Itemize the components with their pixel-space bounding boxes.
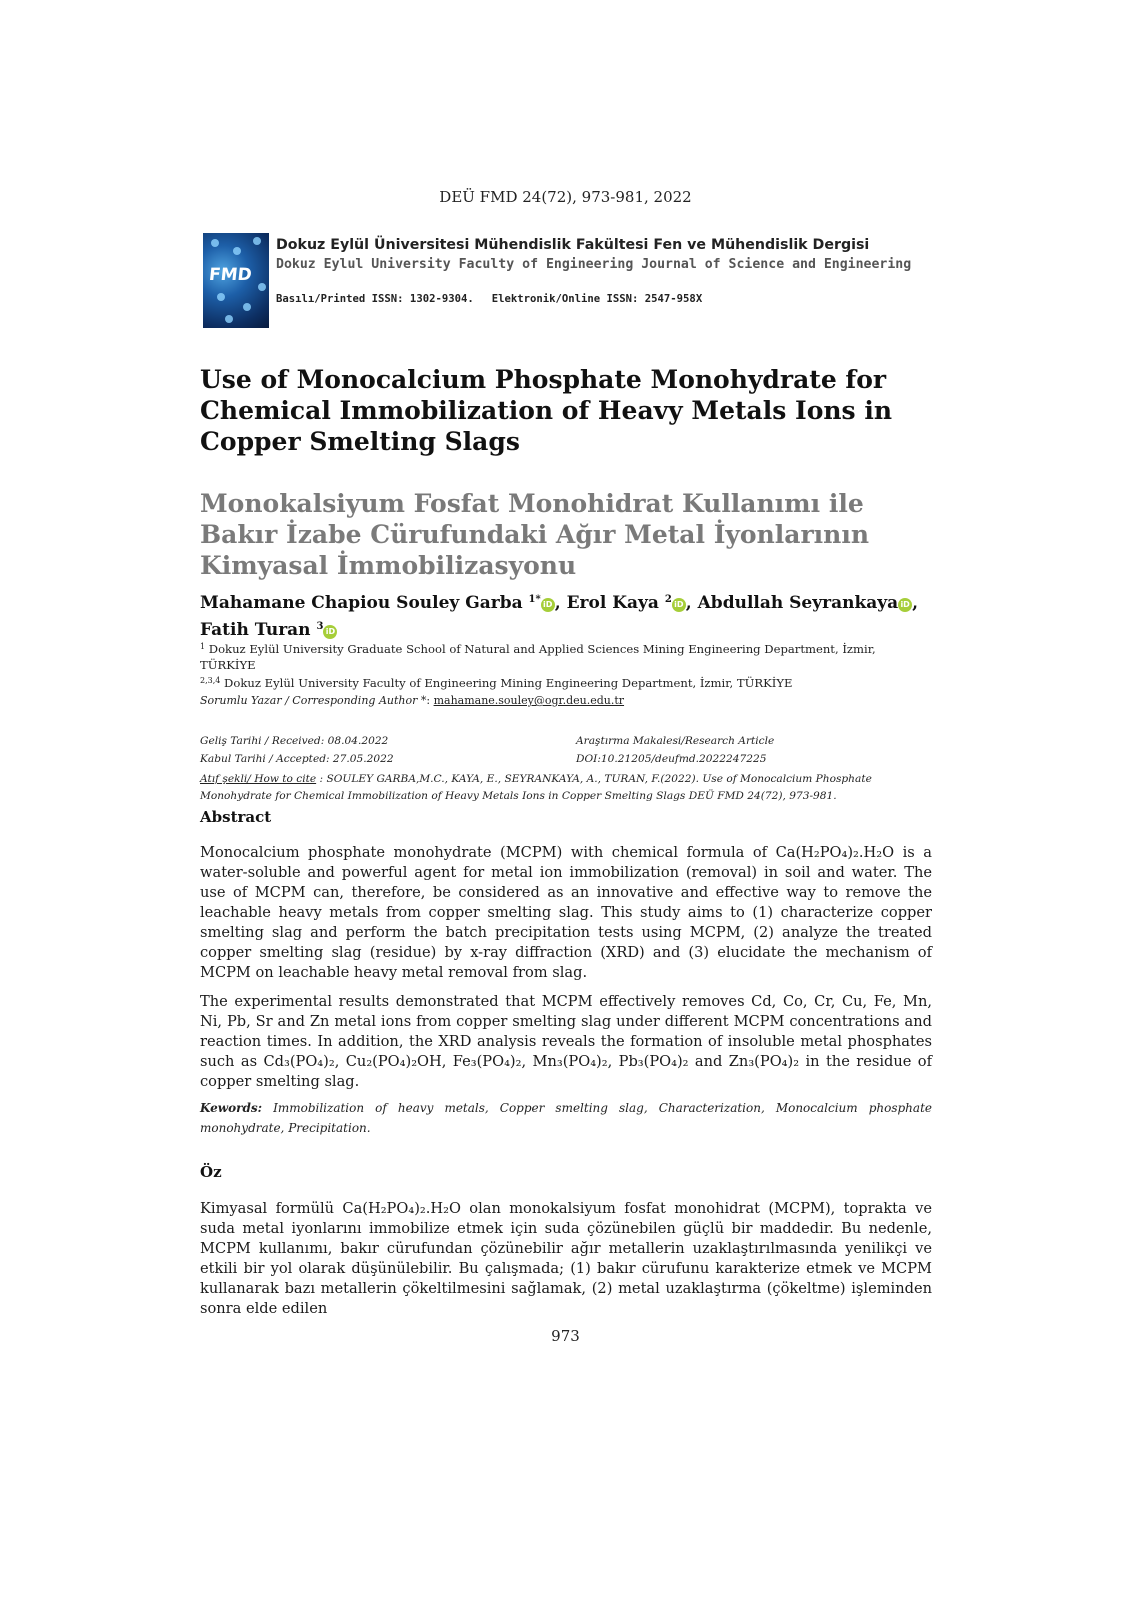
abstract-paragraph-1: Monocalcium phosphate monohydrate (MCPM) with chemical formula of Ca(H₂PO₄)₂.H₂O is a water-soluble and powerful agent for metal ion immobilization (removal) in soil and water. The use of MCPM can, therefore, be considered as an innovative and effective way to remove the leachable heavy metals from copper smelting slag. This study aims to (1) characterize copper smelting slag and perform the batch precipitation tests using MCPM, (2) analyze the treated copper smelting slag (residue) by x-ray diffraction (XRD) and (3) elucidate the mechanism of MCPM on leachable heavy metal removal from slag. bbox=[200, 844, 932, 981]
abstract-paragraph-2: The experimental results demonstrated that MCPM effectively removes Cd, Co, Cr, Cu, Fe, Mn, Ni, Pb, Sr and Zn metal ions from copper smelting slag under different MCPM concentrations and reaction times. In addition, the XRD analysis reveals the formation of insoluble metal phosphates such as Cd₃(PO₄)₂, Cu₂(PO₄)₂OH, Fe₃(PO₄)₂, Mn₃(PO₄)₂, Pb₃(PO₄)₂ and Zn₃(PO₄)₂ in the residue of copper smelting slag. bbox=[200, 993, 932, 1090]
issn-online: Elektronik/Online ISSN: 2547-958X bbox=[491, 293, 703, 305]
author-3-name: , Abdullah Seyrankaya bbox=[685, 593, 899, 613]
corresponding-mark: *: bbox=[417, 694, 434, 707]
author-1-name: Mahamane Chapiou Souley Garba bbox=[200, 593, 523, 613]
orcid-icon[interactable]: iD bbox=[672, 598, 686, 612]
journal-name-tr: Dokuz Eylül Üniversitesi Mühendislik Fakültesi Fen ve Mühendislik Dergisi bbox=[276, 237, 870, 253]
corresponding-email-link[interactable]: mahamane.souley@ogr.deu.edu.tr bbox=[433, 694, 625, 707]
author-4-name: , Fatih Turan bbox=[200, 593, 919, 640]
journal-logo bbox=[203, 233, 269, 328]
affiliation-1 bbox=[200, 639, 920, 673]
keywords-label: Kewords: bbox=[200, 1101, 263, 1115]
cite-text: : SOULEY GARBA,M.C., KAYA, E., SEYRANKAYA, A., TURAN, F.(2022). Use of Monocalcium Phosphate Monohydrate for Chemical Immobilization of Heavy Metals Ions in Copper Smelting Slags DEÜ FMD 24(72), 973-981. bbox=[200, 773, 872, 802]
title-turkish: Monokalsiyum Fosfat Monohidrat Kullanımı ile Bakır İzabe Cürufundaki Ağır Metal İyonlarının Kimyasal İmmobilizasyonu bbox=[200, 489, 869, 580]
affiliation-1-text: Dokuz Eylül University Graduate School of Natural and Applied Sciences Mining Engineering Department, İzmir, TÜRKİYE bbox=[200, 642, 876, 672]
affiliation-2 bbox=[200, 673, 920, 691]
title-english: Use of Monocalcium Phosphate Monohydrate for Chemical Immobilization of Heavy Metals Ions in Copper Smelting Slags bbox=[200, 365, 893, 456]
abstract-heading: Abstract bbox=[200, 808, 272, 826]
orcid-icon[interactable]: iD bbox=[323, 625, 337, 639]
issn-line bbox=[276, 293, 702, 305]
issn-print: Basılı/Printed ISSN: 1302-9304. bbox=[276, 293, 474, 305]
article-type: Araştırma Makalesi/Research Article bbox=[576, 735, 775, 747]
journal-name-en: Dokuz Eylul University Faculty of Engineering Journal of Science and Engineering bbox=[276, 257, 912, 272]
author-2-sup: 2 bbox=[664, 594, 672, 605]
oz-paragraph-1: Kimyasal formülü Ca(H₂PO₄)₂.H₂O olan monokalsiyum fosfat monohidrat (MCPM), toprakta ve suda metal iyonlarını immobilize etmek için suda çözünebilen güçlü bir maddedir. Bu nedenle, MCPM kullanımı, bakır cürufundan çözünebilir ağır metallerin uzaklaştırılmasında yenilikçi ve etkili bir yol olarak düşünülebilir. Bu çalışmada; (1) bakır cürufunu karakterize etmek ve MCPM kullanarak bazı metallerin çökeltilmesini sağlamak, (2) metal uzaklaştırma (çökeltme) işleminden sonra elde edilen bbox=[200, 1200, 932, 1317]
corresponding-label: Sorumlu Yazar / Corresponding Author bbox=[200, 694, 418, 707]
author-4-sup: 3 bbox=[316, 621, 324, 632]
meta-row-1 bbox=[200, 735, 920, 747]
cite-label: Atıf şekli/ How to cite bbox=[200, 773, 317, 785]
author-1-sup: 1* bbox=[528, 594, 541, 605]
page-number: 973 bbox=[551, 1327, 580, 1345]
meta-row-2 bbox=[200, 753, 920, 765]
affiliation-1-sup: 1 bbox=[200, 642, 206, 651]
doi[interactable]: DOI:10.21205/deufmd.2022247225 bbox=[576, 753, 767, 765]
author-list bbox=[200, 588, 940, 642]
running-header: DEÜ FMD 24(72), 973-981, 2022 bbox=[439, 188, 692, 206]
keywords-text: Immobilization of heavy metals, Copper smelting slag, Characterization, Monocalcium phosphate monohydrate, Precipitation. bbox=[200, 1101, 932, 1135]
journal-banner bbox=[203, 233, 933, 329]
affiliation-2-text: Dokuz Eylül University Faculty of Engineering Mining Engineering Department, İzmir, TÜRKİYE bbox=[224, 676, 793, 690]
oz-heading: Öz bbox=[200, 1163, 222, 1181]
author-2-name: , Erol Kaya bbox=[554, 593, 659, 613]
orcid-icon[interactable]: iD bbox=[898, 598, 912, 612]
keywords bbox=[200, 1098, 932, 1138]
how-to-cite bbox=[200, 771, 930, 805]
affiliation-2-sup: 2,3,4 bbox=[200, 676, 221, 685]
corresponding-author bbox=[200, 694, 624, 707]
orcid-icon[interactable]: iD bbox=[541, 598, 555, 612]
logo-text: FMD bbox=[207, 265, 253, 285]
received-date: Geliş Tarihi / Received: 08.04.2022 bbox=[200, 735, 389, 747]
accepted-date: Kabul Tarihi / Accepted: 27.05.2022 bbox=[200, 753, 394, 765]
